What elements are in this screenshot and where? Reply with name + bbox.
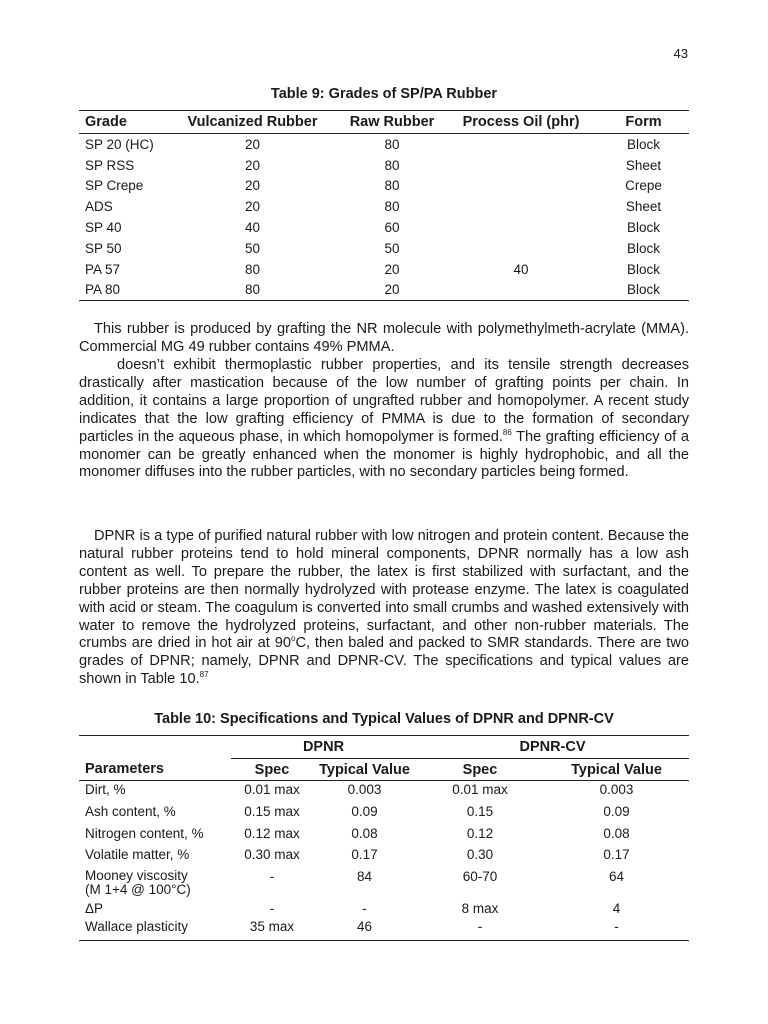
- paragraph-dpnr: [79, 528, 689, 689]
- table-cell: 20: [384, 261, 400, 277]
- table-cell: 0.15: [466, 803, 494, 819]
- table-cell: 0.15 max: [244, 803, 300, 819]
- table-cell: [444, 238, 598, 259]
- table-cell: SP 40: [85, 220, 122, 236]
- table-cell: [444, 134, 598, 155]
- table-cell: 20: [244, 136, 261, 152]
- degree-superscript: o: [290, 634, 296, 644]
- page-number: 43: [673, 46, 688, 61]
- table-cell: [444, 280, 598, 301]
- table-cell: ADS: [85, 199, 113, 215]
- table-cell: -: [362, 901, 367, 917]
- table-cell: -: [269, 901, 275, 917]
- table10-header-parameters: Parameters: [79, 759, 231, 781]
- table-cell: 80: [384, 199, 400, 215]
- table-row: [79, 900, 689, 918]
- table-cell: Block: [626, 136, 660, 152]
- table-cell: 84: [356, 869, 373, 885]
- reference-superscript: 87: [199, 670, 209, 680]
- table-cell: [444, 176, 598, 197]
- table-cell: 0.12: [466, 825, 494, 841]
- table-cell: Nitrogen content, %: [85, 825, 204, 841]
- table10-header-spec: Spec: [231, 759, 313, 781]
- table-cell: 60-70: [462, 869, 498, 885]
- table9-header-form: Form: [598, 111, 689, 134]
- table-cell: Dirt, %: [85, 782, 126, 797]
- table-cell: 20: [384, 282, 400, 298]
- table-row: [79, 918, 689, 940]
- table-cell: -: [269, 869, 275, 885]
- table9-header-raw: Raw Rubber: [340, 111, 444, 134]
- table-cell: Volatile matter, %: [85, 847, 190, 863]
- table10-header-spec-cv: Spec: [416, 759, 544, 781]
- table-cell: Block: [626, 282, 660, 298]
- table-cell: 0.09: [603, 803, 630, 819]
- table-cell: 0.30 max: [244, 847, 300, 863]
- table-cell: Ash content, %: [85, 803, 176, 819]
- table-cell: 0.01 max: [244, 782, 300, 797]
- paragraph-text: doesn’t exhibit thermoplastic rubber properties, and its tensile strength decreases drastically after mastication because of the low number of grafting points per chain. In addition, it contains a large proportion of ungrafted rubber and homopolymer. A recent study indicates that the low grafting efficiency of PMMA is due to the formation of secondary particles in the aqueous phase, in which homopolymer is formed.: [79, 357, 689, 445]
- table-cell: 0.08: [603, 825, 630, 841]
- table-cell: PA 80: [85, 282, 121, 298]
- table-cell: SP 50: [85, 240, 122, 256]
- table-cell: 35 max: [249, 919, 295, 935]
- table-cell: 0.003: [347, 782, 382, 797]
- table-cell: 8 max: [461, 901, 499, 917]
- table-cell: PA 57: [85, 261, 121, 277]
- table-cell: 0.08: [351, 825, 378, 841]
- table-cell: -: [477, 919, 483, 935]
- paragraph-text: This rubber is produced by grafting the NR molecule with polymethylmeth-acrylate (MMA). Commercial MG 49 rubber contains 49% PMMA.: [79, 321, 689, 355]
- paragraph-text: The grafting efficiency of a monomer can be greatly enhanced when the monomer is highly hydrophobic, and all the monomer diffuses into the rubber particles, with no secondary particles being formed.: [79, 428, 689, 481]
- table10-header-typical-cv: Typical Value: [544, 759, 689, 781]
- table-cell: Block: [626, 240, 660, 256]
- table9-caption: Table 9: Grades of SP/PA Rubber: [270, 86, 498, 102]
- table10-header-typical: Typical Value: [313, 759, 416, 781]
- table-row: [79, 217, 689, 238]
- table-cell: SP RSS: [85, 157, 135, 173]
- table9: [79, 110, 689, 301]
- table9-header-vulcanized: Vulcanized Rubber: [165, 111, 340, 134]
- table-cell: Wallace plasticity: [85, 919, 189, 935]
- table-cell: 64: [608, 869, 625, 885]
- table-cell: 46: [356, 919, 373, 935]
- table9-header-row: [79, 111, 689, 134]
- table-row: [79, 825, 689, 847]
- table-cell: 80: [244, 261, 261, 277]
- table-cell: 20: [244, 199, 261, 215]
- table9-header-oil: Process Oil (phr): [444, 111, 598, 134]
- table-cell: 80: [384, 157, 400, 173]
- table-cell: Crepe: [625, 178, 662, 194]
- table-cell: 0.003: [599, 782, 634, 797]
- table-cell: 20: [244, 157, 261, 173]
- table-row: [79, 868, 689, 900]
- table-row: [79, 155, 689, 176]
- table-cell: [444, 155, 598, 176]
- table10-group-row: [79, 736, 689, 759]
- mooney-condition: (M 1+4 @ 100°C): [85, 882, 191, 898]
- table-cell: Sheet: [625, 199, 662, 215]
- table-row: [79, 176, 689, 197]
- table-cell: 80: [384, 136, 400, 152]
- table-row: [79, 196, 689, 217]
- table-row: [79, 846, 689, 868]
- table10-header-row: [79, 759, 689, 781]
- table-row: [79, 259, 689, 280]
- table-cell: 0.12 max: [244, 825, 300, 841]
- table-cell: Block: [626, 261, 660, 277]
- table-cell: 20: [244, 178, 261, 194]
- table10-caption: Table 10: Specifications and Typical Values of DPNR and DPNR-CV: [154, 711, 614, 727]
- table-cell: 0.17: [603, 847, 630, 863]
- paragraph-text: C, then baled and packed to SMR standards. There are two grades of DPNR; namely, DPNR and DPNR-CV. The specifications and typical values are shown in Table 10.: [79, 635, 689, 688]
- table-cell: -: [614, 919, 619, 935]
- table-cell: 50: [384, 240, 400, 256]
- table-cell: SP 20 (HC): [85, 136, 154, 152]
- table-row: [79, 781, 689, 803]
- table-cell: 80: [384, 178, 400, 194]
- paragraph-text: DPNR is a type of purified natural rubber with low nitrogen and protein content. Because the natural rubber proteins tend to hold mineral components, DPNR normally has a low ash content as well. To prepare the rubber, the latex is first stabilized with surfactant, and the rubber proteins are then normally hydrolyzed with protease enzyme. The latex is coagulated with acid or steam. The coagulum is converted into small crumbs and washed extensively with water to remove the hydrolyzed proteins, surfactant, and other non-rubber materials. The crumbs are dried in hot air at 90: [79, 528, 689, 652]
- table10-group-dpnr-cv: DPNR-CV: [416, 736, 689, 759]
- reference-superscript: 86: [502, 427, 512, 437]
- table10-group-spacer: [79, 736, 231, 759]
- table-row: [79, 280, 689, 301]
- table-cell: 50: [244, 240, 261, 256]
- table-row: [79, 238, 689, 259]
- table-cell: 0.09: [351, 803, 378, 819]
- paragraph-mg-rubber: [79, 321, 689, 357]
- table-cell: ΔP: [85, 901, 104, 917]
- table-cell: 40: [513, 261, 529, 277]
- table9-header-grade: Grade: [79, 111, 165, 134]
- table-cell-mooney: [79, 868, 231, 900]
- paragraph-grafting: [79, 357, 689, 482]
- table-cell: SP Crepe: [85, 178, 144, 194]
- table-row: [79, 803, 689, 825]
- table-cell: Block: [626, 220, 660, 236]
- table-cell: 0.30: [466, 847, 494, 863]
- table10: [79, 735, 689, 941]
- table-row: [79, 134, 689, 155]
- table-cell: 4: [612, 901, 621, 917]
- table-cell-text: Mooney viscosity: [85, 868, 188, 884]
- table-cell: 0.17: [351, 847, 378, 863]
- table-cell: 0.01 max: [452, 782, 508, 797]
- table-cell: 40: [244, 220, 261, 236]
- table-cell: 60: [384, 220, 400, 236]
- table10-group-dpnr: DPNR: [231, 736, 416, 759]
- table-cell: [444, 196, 598, 217]
- table-cell: [444, 217, 598, 238]
- table-cell: 80: [244, 282, 261, 298]
- table-cell: Sheet: [625, 157, 662, 173]
